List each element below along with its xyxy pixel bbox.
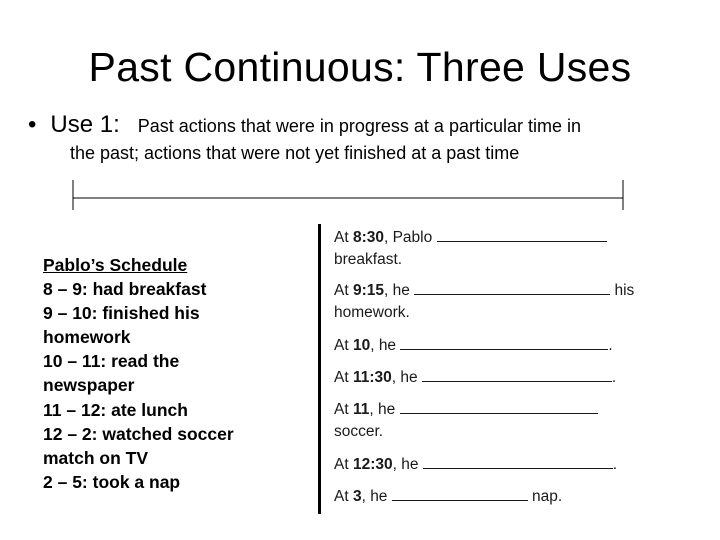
answer-blank[interactable] (437, 227, 607, 242)
bullet: • (28, 111, 37, 138)
answer-blank[interactable] (423, 454, 613, 469)
schedule-line: 12 – 2: watched soccer (43, 423, 234, 444)
use1-text: Past actions that were in progress at a particular time in (137, 116, 581, 136)
answer-blank[interactable] (400, 399, 598, 414)
schedule-line: 11 – 12: ate lunch (43, 399, 188, 420)
answer-blank[interactable] (392, 486, 528, 501)
exercise-item: At 10, he . (334, 337, 613, 354)
schedule-line: homework (43, 327, 131, 348)
schedule-line: 8 – 9: had breakfast (43, 279, 207, 300)
use1-line (28, 111, 581, 139)
schedule-line: 2 – 5: took a nap (43, 471, 181, 492)
exercise-item: At 12:30, he . (334, 456, 618, 473)
use1-label: Use 1: (50, 111, 120, 138)
exercise-panel (318, 218, 678, 518)
schedule-line: 9 – 10: finished his (43, 303, 200, 324)
schedule-line: match on TV (43, 447, 149, 468)
use1-text-continued: the past; actions that were not yet finished at a past time (70, 143, 520, 163)
exercise-item: At 9:15, he his homework. (334, 282, 635, 321)
slide-title: Past Continuous: Three Uses (88, 44, 632, 90)
schedule-heading: Pablo’s Schedule (43, 255, 188, 275)
exercise-item: At 11, he soccer. (334, 399, 598, 443)
answer-blank[interactable] (400, 335, 608, 350)
answer-blank[interactable] (414, 280, 610, 295)
exercise-item: At 11:30, he . (334, 369, 617, 386)
panel-divider (318, 224, 321, 514)
exercise-item: At 8:30, Pablo breakfast. (334, 227, 607, 271)
pablos-schedule (43, 253, 234, 494)
exercise-item: At 3, he nap. (334, 488, 563, 505)
answer-blank[interactable] (422, 367, 612, 382)
timeline (70, 178, 626, 212)
schedule-line: newspaper (43, 375, 135, 396)
schedule-line: 10 – 11: read the (43, 351, 180, 372)
